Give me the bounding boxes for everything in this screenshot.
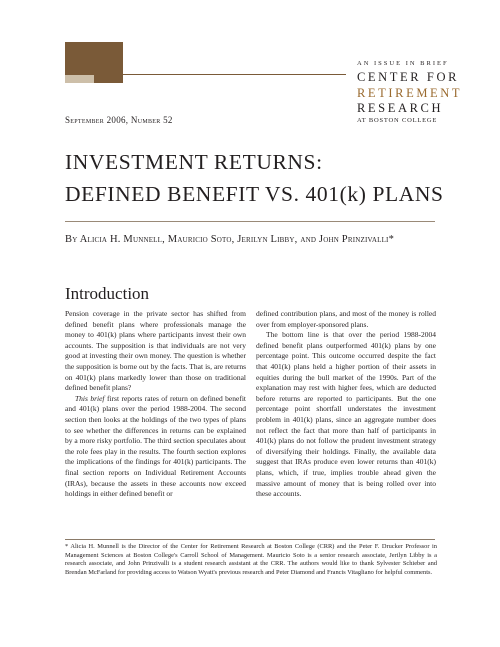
brief-italic: This brief: [75, 393, 105, 403]
author-footnote: * Alicia H. Munnell is the Director of the Center for Retirement Research at Boston College (CRR) and the Peter F. Drucker Professor in Management Sciences at Boston College's Carroll School of Management. Mauricio Soto is a senior research associate, Jerilyn Libby is a research associate, and John Prinzivalli is a student research assistant at the CRR. The authors would like to thank Sylvester Schieber and Brendan McFarland for providing access to Watson Wyatt's previous research and Peter Diamond and Francis Vitagliano for helpful comments.: [65, 543, 437, 577]
byline: By Alicia H. Munnell, Mauricio Soto, Jerilyn Libby, and John Prinzivalli*: [65, 234, 395, 245]
section-heading: Introduction: [65, 284, 150, 303]
logo-square-4: [94, 75, 123, 83]
center-name-line4: AT BOSTON COLLEGE: [357, 117, 438, 124]
title-line1: INVESTMENT RETURNS:: [65, 150, 323, 174]
title-line2: DEFINED BENEFIT VS. 401(k) PLANS: [65, 182, 444, 206]
footnote-rule: [65, 539, 435, 540]
intro-paragraph-4: The bottom line is that over the period 1988-2004 defined benefit plans outperformed 401(k) plans by one percentage point. This outcome occurred despite the fact that 401(k) plans held a higher portion of their assets in equities during the bull market of the 1990s. Part of the explanation may rest with higher fees, which are deducted before returns are reported to participants. But the one percentage point shortfall understates the investment problem in 401(k) plans, since an aggregate number does not reflect the fact that more than half of participants in 401(k) plans do not follow the prudent investment strategy of diversifying their holdings. Finally, the available data suggest that IRAs produce even lower returns than 401(k) plans, which, if true, implies trouble ahead given the massive amount of money that is being rolled over into these accounts.: [256, 330, 436, 499]
intro-paragraph-2-text: first reports rates of return on defined benefit and 401(k) plans over the period 1988-2004. The second section then looks at the holdings of the two types of plans to see whether the differences in returns can be explained by a more risky portfolio. The third section speculates about the role fees play in the results. The fourth section explores the implications of the findings for 401(k) participants. The final section reports on Individual Retirement Accounts (IRAs), because the assets in these accounts now exceed holdings in either defined benefit or: [65, 393, 246, 499]
issue-date: September 2006, Number 52: [65, 115, 173, 125]
logo-square-2: [94, 42, 123, 75]
intro-paragraph-1: Pension coverage in the private sector has shifted from defined benefit plans where professionals manage the money to 401(k) plans where participants invest their own accounts. The supposition is that individuals are not very good at investing their own money. The question is whether the supposition is borne out by the facts. That is, are returns on 401(k) plans markedly lower than those on traditional defined benefit plans?: [65, 309, 246, 393]
brief-type: AN ISSUE IN BRIEF: [357, 60, 449, 67]
center-name-line3: RESEARCH: [357, 101, 444, 115]
left-column: [65, 309, 246, 500]
logo-square-3: [65, 75, 94, 83]
title-rule: [65, 221, 435, 222]
center-name-line1: CENTER FOR: [357, 70, 460, 84]
right-column: [256, 309, 436, 500]
intro-paragraph-3: defined contribution plans, and most of the money is rolled over from employer-sponsored plans.: [256, 309, 436, 329]
center-name-line2: RETIREMENT: [357, 86, 463, 100]
header-rule: [123, 74, 346, 75]
logo-square-1: [65, 42, 94, 75]
intro-paragraph-2: [65, 394, 246, 500]
